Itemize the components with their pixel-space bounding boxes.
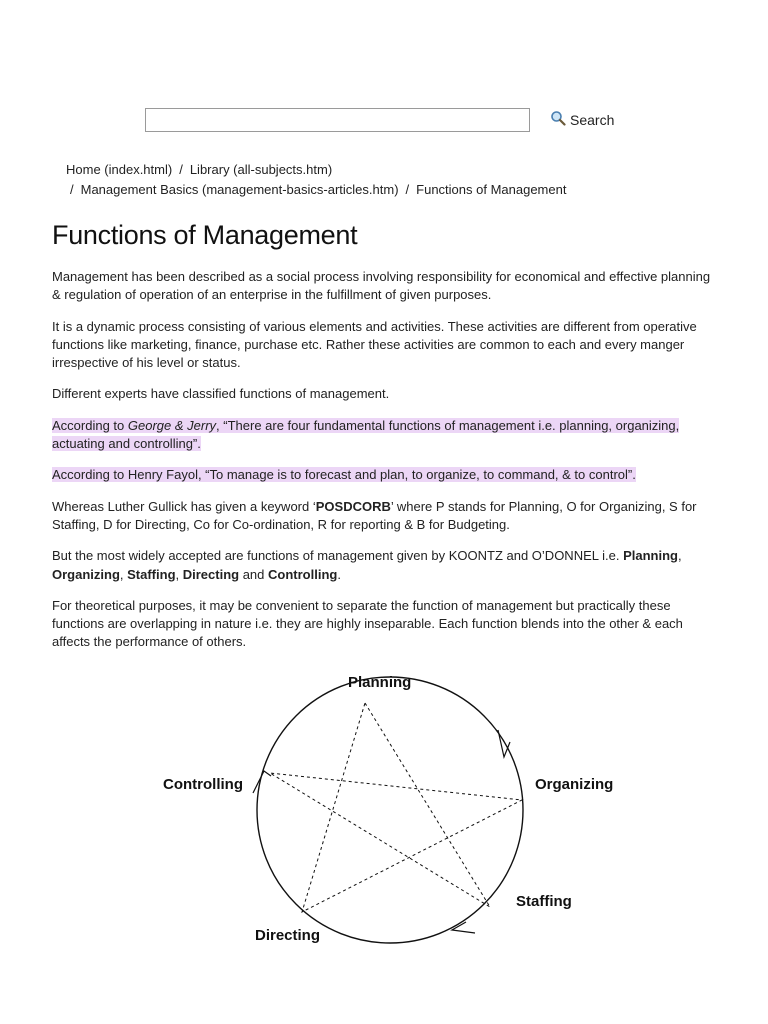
search-input[interactable] [145, 108, 530, 132]
label-controlling: Controlling [163, 776, 243, 793]
paragraph-posdcorb [52, 498, 712, 535]
paragraph-henry-fayol [52, 466, 712, 484]
paragraph-overlapping: For theoretical purposes, it may be convenient to separate the function of management but practically these functions are overlapping in nature i.e. they are highly inseparable. Each function blends into the other & each affects the performance of others. [52, 597, 683, 650]
label-organizing: Organizing [535, 776, 614, 793]
koontz-end: . [337, 566, 341, 582]
label-staffing: Staffing [516, 893, 572, 910]
posdcorb-keyword: POSDCORB [315, 498, 391, 514]
koontz-planning: Planning [623, 548, 678, 564]
breadcrumb-separator: / [405, 182, 410, 197]
paragraph-koontz [52, 547, 712, 584]
arrow-staffing-directing-icon [452, 922, 475, 933]
label-directing: Directing [255, 927, 321, 944]
henry-fayol-quote: According to Henry Fayol, “To manage is to forecast and plan, to organize, to command, & to control”. [52, 467, 636, 483]
breadcrumb-separator: / [179, 162, 183, 177]
koontz-and: and [239, 566, 269, 582]
star-connector-lines [270, 703, 522, 912]
george-jerry-prefix: According to [52, 417, 128, 433]
label-planning: Planning [348, 674, 412, 691]
breadcrumb-management-basics[interactable]: Management Basics (management-basics-articles.htm) [80, 182, 399, 197]
koontz-sep: , [119, 566, 128, 582]
paragraph-dynamic-process: It is a dynamic process consisting of various elements and activities. These activities are different from operative functions like marketing, finance, purchase etc. Rather these activities are common to each and every manger irrespective of his level or status. [52, 318, 697, 371]
article-body [52, 268, 712, 665]
posdcorb-prefix: Whereas Luther Gullick has given a keyword ‘ [52, 498, 316, 514]
koontz-directing: Directing [182, 566, 240, 582]
koontz-sep: , [175, 566, 183, 582]
paragraph-classification: Different experts have classified functions of management. [52, 386, 390, 402]
george-jerry-quote: , “There are four fundamental functions of management i.e. planning, organizing, actuating and controlling”. [52, 417, 680, 452]
page-title: Functions of Management [52, 220, 358, 250]
functions-cycle-diagram [140, 660, 640, 960]
search-button-label: Search [570, 111, 615, 128]
breadcrumb-separator: / [70, 182, 74, 197]
koontz-staffing: Staffing [127, 566, 176, 582]
magnifier-icon [550, 110, 566, 129]
breadcrumb [66, 160, 716, 200]
breadcrumb-home[interactable]: Home (index.html) [66, 162, 173, 177]
koontz-prefix: But the most widely accepted are functions of management given by KOONTZ and O’DONNEL i.e. [52, 548, 624, 564]
koontz-controlling: Controlling [268, 566, 338, 582]
breadcrumb-current: Functions of Management [416, 182, 567, 197]
george-jerry-names: George & Jerry [127, 417, 217, 433]
arrow-directing-controlling-icon [253, 771, 271, 793]
breadcrumb-library[interactable]: Library (all-subjects.htm) [189, 162, 333, 177]
search-bar [145, 108, 615, 134]
posdcorb-suffix: ’ where P stands for Planning, O for Organizing, S for Staffing, D for Directing, Co for Co-ordination, R for reporting & B for Budgeting. [52, 498, 697, 532]
koontz-sep: , [677, 548, 682, 564]
paragraph-george-jerry [52, 417, 712, 454]
paragraph-definition: Management has been described as a social process involving responsibility for economical and effective planning & regulation of operation of an enterprise in the fulfillment of given purposes. [52, 269, 711, 303]
koontz-organizing: Organizing [52, 566, 120, 582]
search-button[interactable] [550, 110, 614, 129]
